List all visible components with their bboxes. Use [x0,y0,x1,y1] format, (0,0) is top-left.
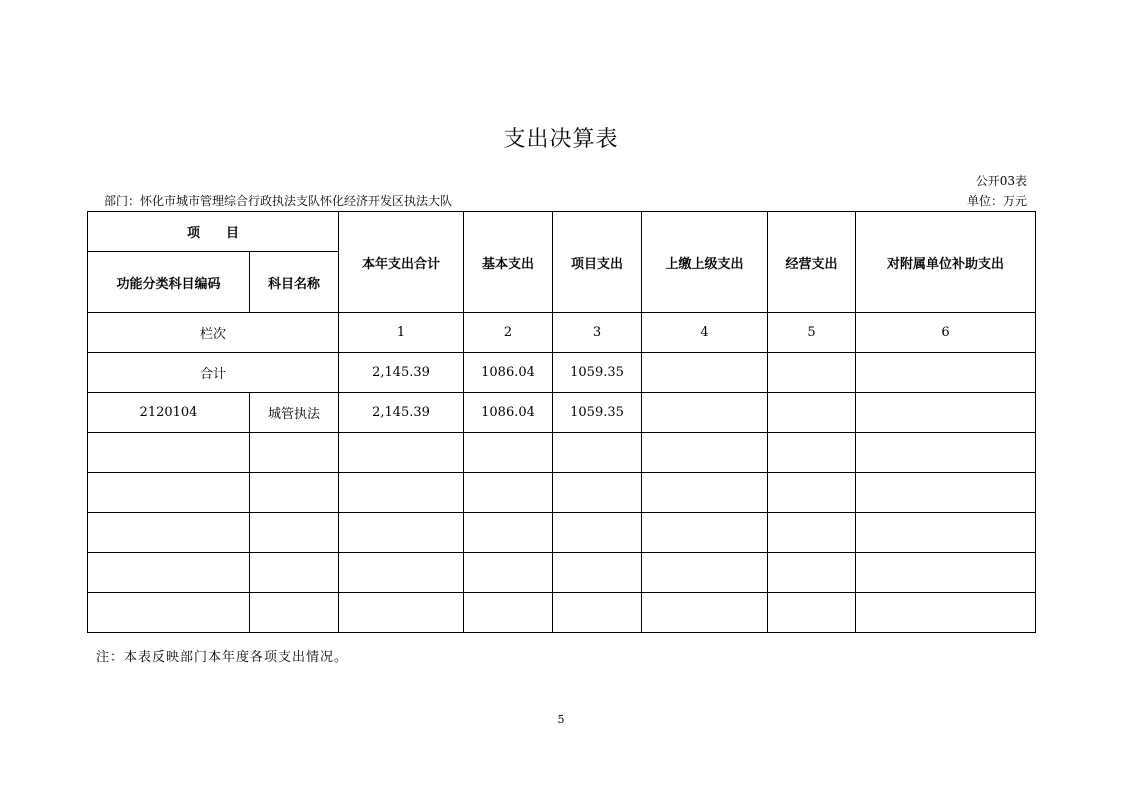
empty-cell [88,513,250,553]
empty-cell [553,513,642,553]
empty-cell [88,593,250,633]
column-header: 基本支出 [464,212,553,313]
column-index: 2 [464,313,553,353]
empty-cell [856,473,1036,513]
column-index: 5 [768,313,856,353]
table-cell [856,393,1036,433]
table-cell: 2,145.39 [339,393,464,433]
empty-cell [553,433,642,473]
total-cell: 1086.04 [464,353,553,393]
empty-cell [856,553,1036,593]
column-index-label: 栏次 [88,313,339,353]
empty-cell [339,553,464,593]
table-cell [768,393,856,433]
empty-cell [250,433,339,473]
column-header: 本年支出合计 [339,212,464,313]
empty-cell [464,513,553,553]
table-cell [642,393,768,433]
item-header: 项 目 [88,212,339,252]
empty-cell [464,553,553,593]
column-index: 4 [642,313,768,353]
empty-cell [339,513,464,553]
empty-cell [553,593,642,633]
empty-cell [856,593,1036,633]
empty-row [88,513,1036,553]
empty-cell [768,553,856,593]
table-note: 注：本表反映部门本年度各项支出情况。 [96,650,349,665]
empty-cell [250,593,339,633]
page-title: 支出决算表 [503,127,619,152]
empty-cell [250,553,339,593]
total-cell [642,353,768,393]
empty-cell [642,473,768,513]
empty-cell [339,473,464,513]
form-number: 公开03表 [975,174,1027,188]
empty-cell [642,553,768,593]
subject-name: 城管执法 [250,393,339,433]
empty-cell [250,473,339,513]
empty-row [88,593,1036,633]
total-cell: 2,145.39 [339,353,464,393]
unit-label: 单位：万元 [966,194,1027,208]
empty-cell [553,473,642,513]
total-row [88,353,1036,393]
empty-cell [464,433,553,473]
column-header: 项目支出 [553,212,642,313]
column-index: 3 [553,313,642,353]
column-header: 对附属单位补助支出 [856,212,1036,313]
total-cell [768,353,856,393]
empty-cell [856,513,1036,553]
header-row [88,212,1036,252]
empty-cell [88,553,250,593]
empty-cell [464,593,553,633]
total-cell [856,353,1036,393]
empty-cell [250,513,339,553]
column-index: 6 [856,313,1036,353]
total-label: 合计 [88,353,339,393]
column-index-row [88,313,1036,353]
empty-row [88,553,1036,593]
empty-cell [856,433,1036,473]
empty-cell [553,553,642,593]
empty-cell [339,433,464,473]
column-index: 1 [339,313,464,353]
column-header: 经营支出 [768,212,856,313]
empty-cell [768,433,856,473]
column-header: 上缴上级支出 [642,212,768,313]
func-code-header: 功能分类科目编码 [88,252,250,313]
page-number: 5 [557,713,565,726]
empty-cell [768,473,856,513]
table-row [88,393,1036,433]
empty-row [88,473,1036,513]
subject-code: 2120104 [88,393,250,433]
total-cell: 1059.35 [553,353,642,393]
empty-cell [768,513,856,553]
empty-cell [464,473,553,513]
empty-cell [339,593,464,633]
empty-row [88,433,1036,473]
expenditure-table [87,211,1036,633]
table-cell: 1059.35 [553,393,642,433]
empty-cell [768,593,856,633]
subject-name-header: 科目名称 [250,252,339,313]
empty-cell [642,513,768,553]
department-label: 部门：怀化市城市管理综合行政执法支队怀化经济开发区执法大队 [104,194,453,208]
empty-cell [88,433,250,473]
table-cell: 1086.04 [464,393,553,433]
empty-cell [642,593,768,633]
empty-cell [642,433,768,473]
empty-cell [88,473,250,513]
